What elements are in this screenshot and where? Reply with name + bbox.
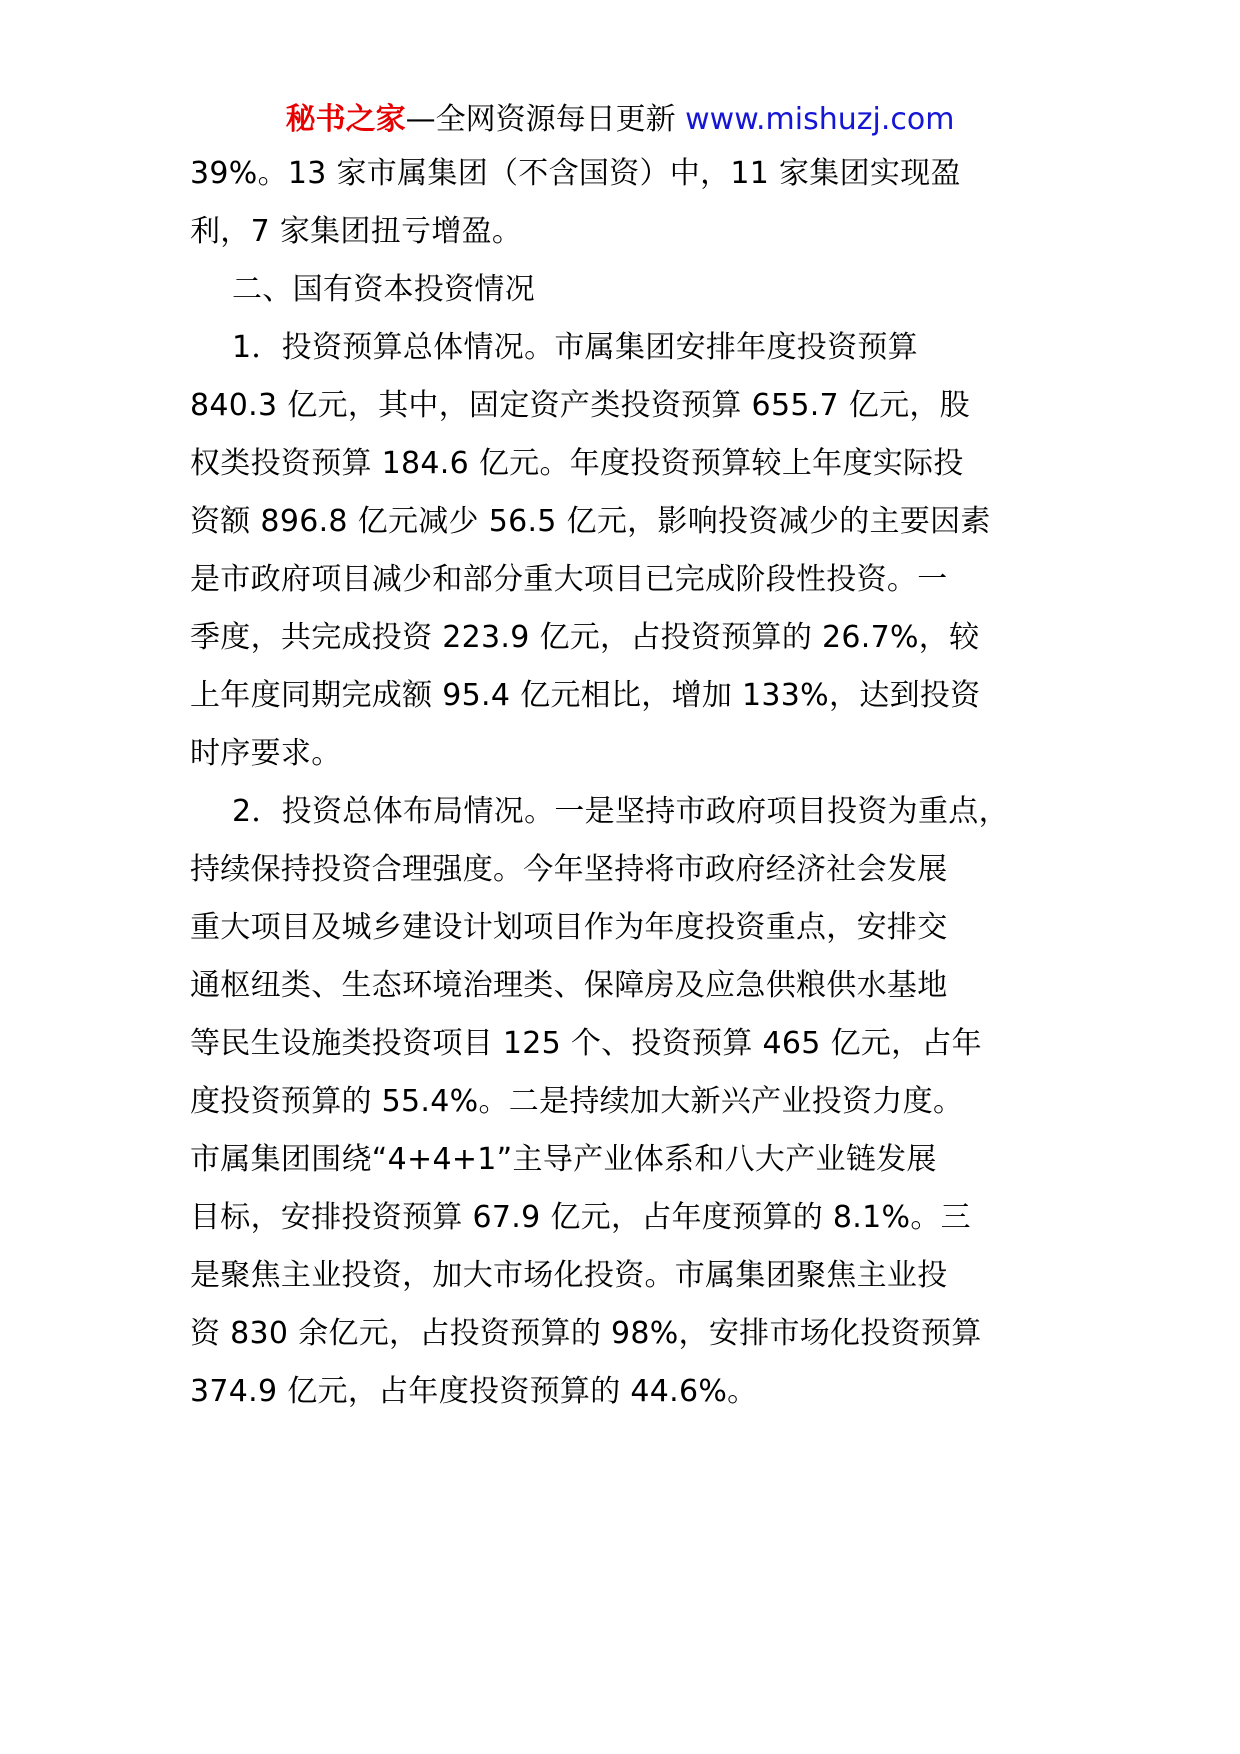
text-line: 目标，安排投资预算 67.9 亿元，占年度预算的 8.1%。三 [190, 1200, 971, 1235]
text-line: 重大项目及城乡建设计划项目作为年度投资重点，安排交 [190, 910, 948, 945]
text-line: 资额 896.8 亿元减少 56.5 亿元，影响投资减少的主要因素 [190, 504, 991, 539]
text-line: 通枢纽类、生态环境治理类、保障房及应急供粮供水基地 [190, 968, 948, 1003]
text-line: 等民生设施类投资项目 125 个、投资预算 465 亿元，占年 [190, 1026, 982, 1061]
text-line: 是市政府项目减少和部分重大项目已完成阶段性投资。一 [190, 562, 948, 597]
text-line: 利，7 家集团扭亏增盈。 [190, 214, 523, 249]
text-line: 季度，共完成投资 223.9 亿元，占投资预算的 26.7%，较 [190, 620, 980, 655]
site-header [0, 98, 1240, 142]
text-line: 资 830 余亿元，占投资预算的 98%，安排市场化投资预算 [190, 1316, 982, 1351]
text-line: 39%。13 家市属集团（不含国资）中，11 家集团实现盈 [190, 156, 961, 191]
site-brand: 秘书之家 [285, 102, 406, 137]
site-slogan: —全网资源每日更新 [405, 102, 676, 137]
text-line: 权类投资预算 184.6 亿元。年度投资预算较上年度实际投 [190, 446, 964, 481]
paragraph-first-line: 2．投资总体布局情况。一是坚持市政府项目投资为重点， [232, 794, 1009, 829]
text-line: 市属集团围绕“4+4+1”主导产业体系和八大产业链发展 [190, 1142, 937, 1177]
text-line: 374.9 亿元，占年度投资预算的 44.6%。 [190, 1374, 758, 1409]
site-url-link[interactable]: www.mishuzj.com [685, 102, 955, 137]
text-line: 持续保持投资合理强度。今年坚持将市政府经济社会发展 [190, 852, 948, 887]
text-line: 上年度同期完成额 95.4 亿元相比，增加 133%，达到投资 [190, 678, 981, 713]
text-line: 度投资预算的 55.4%。二是持续加大新兴产业投资力度。 [190, 1084, 964, 1119]
text-line: 840.3 亿元，其中，固定资产类投资预算 655.7 亿元，股 [190, 388, 970, 423]
text-line: 时序要求。 [190, 736, 342, 771]
section-heading: 二、国有资本投资情况 [232, 272, 535, 307]
paragraph-first-line: 1．投资预算总体情况。市属集团安排年度投资预算 [232, 330, 918, 365]
text-line: 是聚焦主业投资，加大市场化投资。市属集团聚焦主业投 [190, 1258, 948, 1293]
